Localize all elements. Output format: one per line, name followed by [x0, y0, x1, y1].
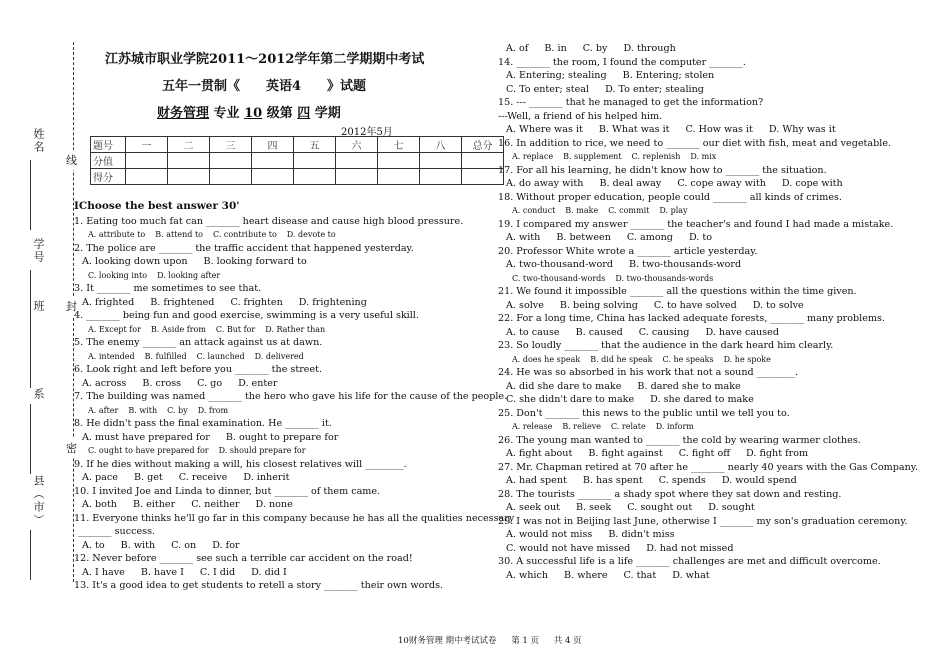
answer-options [74, 228, 484, 242]
answer-option[interactable]: C. among [626, 232, 673, 243]
answer-option[interactable]: B. attend to [155, 230, 203, 239]
answer-option[interactable]: C. would not have missed [506, 542, 631, 554]
answer-option[interactable]: D. through [623, 43, 676, 54]
answer-option[interactable]: B. fight against [588, 448, 663, 459]
score-cell: 分值 [91, 153, 126, 169]
answer-option[interactable]: B. cross [142, 377, 182, 389]
answer-option[interactable]: C. relate [610, 422, 646, 431]
question-text: 28. The tourists _______ a shady spot where they sat down and resting. [498, 488, 842, 500]
score-cell: 二 [168, 137, 210, 153]
answer-options [74, 566, 484, 580]
county-line [30, 530, 31, 580]
section-title: ⅠChoose the best answer 30' [74, 200, 240, 212]
question-text: 4. _______ being fun and good exercise, swimming is a very useful skill. [74, 310, 419, 321]
answer-option[interactable]: D. cope with [781, 178, 843, 189]
score-cell[interactable] [168, 153, 210, 169]
score-cell: 三 [210, 137, 252, 153]
question-text: 25. Don't _______ this news to the public until we tell you to. [498, 407, 790, 419]
answer-option[interactable]: C. How was it [685, 124, 753, 135]
question-text: 21. We found it impossible _______ all the questions within the time given. [498, 286, 857, 297]
answer-option[interactable]: D. he spoke [723, 354, 771, 364]
answer-option[interactable]: A. looking down upon [82, 256, 188, 267]
question-text: 3. It _______ me sometimes to see that. [74, 283, 262, 294]
answer-options [498, 420, 918, 434]
question-text: 1. Eating too much fat can _______ heart disease and cause high blood pressure. [74, 215, 464, 227]
answer-option[interactable]: C. he speaks [662, 354, 714, 364]
answer-options [498, 447, 918, 461]
answer-option[interactable]: A. seek out [506, 502, 560, 513]
answer-options [498, 69, 918, 83]
answer-option[interactable]: A. solve [506, 299, 544, 311]
answer-options [74, 296, 484, 310]
answer-options [498, 258, 918, 272]
answer-option[interactable]: B. ought to prepare for [225, 431, 339, 443]
answer-option[interactable]: B. has spent [582, 475, 643, 486]
name-line [30, 160, 31, 230]
answer-option[interactable]: B. two-thousands-word [629, 259, 742, 270]
score-cell[interactable] [294, 153, 336, 169]
question-text: 24. He was so absorbed in his work that not a sound ________. [498, 367, 799, 378]
score-cell: 五 [294, 137, 336, 153]
answer-option[interactable]: D. should prepare for [218, 446, 306, 455]
answer-option[interactable]: B. caused [575, 326, 623, 338]
answer-options [498, 123, 918, 137]
answer-option[interactable]: A. must have prepared for [82, 431, 210, 443]
answer-option[interactable]: B. What was it [598, 124, 670, 135]
answer-option[interactable]: C. To enter; steal [506, 83, 590, 95]
answer-option[interactable]: A. had spent [506, 475, 567, 486]
score-cell[interactable] [126, 153, 168, 169]
answer-option[interactable]: A. fight about [506, 448, 573, 459]
answer-option[interactable]: C. contribute to [213, 230, 277, 239]
answer-option[interactable]: C. neither [191, 499, 240, 510]
answer-option[interactable]: D. for [212, 539, 240, 551]
question-text: 26. The young man wanted to _______ the cold by wearing warmer clothes. [498, 434, 861, 446]
answer-option[interactable]: B. seek [575, 502, 612, 513]
class-label: 班 [32, 300, 45, 313]
score-cell: 七 [378, 137, 420, 153]
exam-subtitle: 五年一贯制《 英语4 》试题 [162, 79, 367, 94]
question-text: 12. Never before _______ see such a terrible car accident on the road! [74, 553, 413, 564]
student-id-label: 学号 [32, 238, 45, 264]
score-cell[interactable] [210, 169, 252, 185]
score-cell[interactable] [420, 169, 462, 185]
answer-option[interactable]: B. frightened [150, 296, 215, 308]
question-text: 18. Without proper education, people could _______ all kinds of crimes. [498, 191, 842, 203]
question-text: 20. Professor White wrote a _______ article yesterday. [498, 245, 758, 257]
answer-option[interactable]: A. do away with [506, 178, 584, 189]
answer-options [74, 431, 484, 445]
answer-option[interactable]: B. with [128, 405, 158, 415]
answer-options [498, 204, 918, 218]
answer-option[interactable]: C. sought out [627, 502, 693, 513]
answer-option[interactable]: A. which [506, 569, 549, 581]
answer-option[interactable]: D. what [672, 569, 710, 581]
left-question-column [74, 200, 515, 593]
answer-option[interactable]: B. between [556, 232, 611, 243]
answer-option[interactable]: B. have I [140, 566, 184, 578]
answer-option[interactable]: D. two-thousands-words [615, 273, 714, 283]
answer-option[interactable]: D. sought [708, 502, 755, 513]
score-cell[interactable] [420, 153, 462, 169]
answer-option[interactable]: D. To enter; stealing [605, 83, 704, 95]
answer-option[interactable]: A. I have [82, 566, 125, 578]
score-cell[interactable] [378, 153, 420, 169]
answer-option[interactable]: C. commit [608, 206, 650, 215]
answer-option[interactable]: C. fight off [678, 448, 731, 459]
answer-option[interactable]: C. frighten [230, 296, 283, 308]
exam-title: 江苏城市职业学院2011～2012学年第二学期期中考试 [105, 52, 425, 67]
answer-option[interactable]: A. replace [512, 152, 554, 161]
score-cell[interactable] [210, 153, 252, 169]
answer-option[interactable]: C. I did [199, 566, 236, 578]
answer-option[interactable]: D. from [197, 405, 229, 415]
answer-option[interactable]: C. spends [658, 475, 706, 486]
question-text: 16. In addition to rice, we need to _______ our diet with fish, meat and vegetable. [498, 137, 892, 149]
answer-option[interactable]: A. conduct [512, 206, 556, 215]
answer-option[interactable]: D. delivered [254, 351, 304, 361]
major-field: 财务管理 [157, 106, 210, 121]
answer-option[interactable]: D. have caused [705, 326, 779, 338]
answer-options [498, 299, 918, 313]
answer-options [74, 350, 484, 364]
answer-option[interactable]: A. Entering; stealing [506, 70, 607, 81]
answer-option[interactable]: D. did I [251, 566, 287, 578]
answer-options [74, 269, 484, 283]
score-cell: 四 [252, 137, 294, 153]
answer-option[interactable]: A. two-thousand-word [506, 259, 614, 270]
answer-option[interactable]: A. to cause [506, 326, 560, 338]
answer-option[interactable]: D. looking after [157, 270, 221, 280]
answer-options [498, 272, 918, 286]
answer-options [74, 255, 484, 269]
question-text: 11. Everyone thinks he'll go far in this company because he has all the qualities necessary [74, 512, 515, 524]
score-cell[interactable] [336, 153, 378, 169]
answer-option[interactable]: A. did she dare to make [506, 380, 622, 392]
score-cell: 题号 [91, 137, 126, 153]
question-text: 19. I compared my answer _______ the teacher's and found I had made a mistake. [498, 218, 894, 230]
answer-options [498, 542, 918, 556]
question-text: 29. I was not in Beijing last June, otherwise I _______ my son's graduation ceremony. [498, 515, 908, 527]
question-text: 2. The police are _______ the traffic accident that happened yesterday. [74, 242, 414, 254]
question-text: 10. I invited Joe and Linda to dinner, but _______ of them came. [74, 485, 381, 497]
score-cell[interactable] [336, 169, 378, 185]
answer-options [74, 444, 484, 458]
question-text: 9. If he dies without making a will, his closest relatives will ________. [74, 458, 407, 470]
question-text: ---Well, a friend of his helped him. [498, 110, 663, 122]
exam-date: 2012年5月 [341, 127, 393, 138]
score-cell: 得分 [91, 169, 126, 185]
answer-options [498, 474, 918, 488]
answer-option[interactable]: A. attribute to [88, 230, 146, 239]
answer-option[interactable]: D. play [659, 206, 688, 215]
answer-option[interactable]: A. intended [88, 351, 135, 361]
answer-option[interactable]: D. inform [655, 422, 694, 431]
answer-option[interactable]: B. in [544, 43, 567, 54]
question-text: 14. _______ the room, I found the computer _______. [498, 56, 746, 68]
grade-field: 10 [244, 106, 263, 121]
score-value-row [91, 153, 504, 169]
answer-option[interactable]: D. frightening [298, 296, 367, 308]
answer-option[interactable]: D. devote to [286, 230, 336, 239]
answer-options [498, 569, 918, 583]
score-cell[interactable] [378, 169, 420, 185]
name-label: 姓名 [32, 128, 45, 154]
answer-option[interactable]: A. after [88, 405, 119, 415]
answer-option[interactable]: B. make [565, 206, 599, 215]
answer-option[interactable]: C. launched [196, 351, 245, 361]
answer-options [74, 323, 484, 337]
answer-option[interactable]: B. didn't miss [608, 529, 675, 540]
county-label: 县（市） [32, 475, 45, 527]
answer-option[interactable]: D. enter [238, 377, 278, 389]
question-text: 22. For a long time, China has lacked adequate forests, _______ many problems. [498, 313, 885, 324]
question-text: 7. The building was named _______ the hero who gave his life for the cause of the people. [74, 391, 508, 402]
answer-option[interactable]: C. that [623, 569, 657, 581]
answer-option[interactable]: A. release [512, 422, 553, 431]
term-suffix: 学期 [310, 106, 341, 121]
exam-class-line [157, 102, 341, 121]
answer-option[interactable]: D. to solve [752, 299, 804, 311]
answer-option[interactable]: A. Where was it [506, 124, 583, 135]
answer-option[interactable]: D. fight from [746, 448, 809, 459]
score-cell: 一 [126, 137, 168, 153]
answer-options [498, 326, 918, 340]
answer-option[interactable]: C. by [582, 43, 608, 54]
answer-option[interactable]: D. none [255, 499, 293, 510]
answer-options [498, 501, 918, 515]
question-text: _______ success. [78, 526, 156, 537]
score-earned-row [91, 169, 504, 185]
answer-option[interactable]: C. on [171, 539, 197, 551]
department-line [30, 404, 31, 474]
score-header-row [91, 137, 504, 153]
answer-options [74, 404, 484, 418]
answer-options [498, 177, 918, 191]
answer-option[interactable]: C. cope away with [677, 178, 766, 189]
answer-option[interactable]: C. ought to have prepared for [88, 446, 209, 455]
answer-option[interactable]: B. get [133, 472, 163, 483]
answer-option[interactable]: A. Except for [88, 324, 141, 334]
answer-option[interactable]: D. to [688, 232, 713, 243]
answer-options [74, 471, 484, 485]
answer-options [74, 377, 484, 391]
answer-options [498, 150, 918, 164]
answer-option[interactable]: A. does he speak [512, 354, 581, 364]
class-line [30, 318, 31, 388]
score-cell[interactable] [294, 169, 336, 185]
answer-option[interactable]: C. receive [178, 472, 228, 483]
answer-options [74, 539, 484, 553]
cut-mark-secret: 密 [66, 438, 77, 458]
department-label: 系 [32, 388, 45, 401]
footer-page: 第 1 页 [511, 636, 540, 646]
answer-option[interactable]: C. But for [215, 324, 256, 334]
score-table [90, 136, 504, 185]
answer-option[interactable]: A. pace [82, 472, 118, 483]
right-question-list [498, 42, 918, 582]
question-text: 5. The enemy _______ an attack against us at dawn. [74, 337, 323, 348]
answer-option[interactable]: A. to [82, 539, 105, 551]
answer-options [498, 83, 918, 97]
score-cell: 总分 [462, 137, 504, 153]
answer-option[interactable]: D. Why was it [768, 124, 836, 135]
answer-options [498, 231, 918, 245]
cut-mark-line: 线 [66, 150, 77, 170]
answer-option[interactable]: B. Entering; stolen [622, 70, 715, 81]
answer-option[interactable]: D. Rather than [265, 324, 326, 334]
question-text: 6. Look right and left before you _______ the street. [74, 364, 323, 375]
answer-option[interactable]: A. would not miss [506, 529, 593, 540]
question-text: 13. It's a good idea to get students to retell a story _______ their own words. [74, 580, 444, 591]
left-question-list [74, 215, 515, 593]
question-text: 17. For all his learning, he didn't know how to _______ the situation. [498, 164, 827, 176]
question-text: 8. He didn't pass the final examination. He _______ it. [74, 418, 332, 429]
question-text: 30. A successful life is a life _______ challenges are met and difficult overcome. [498, 556, 881, 567]
answer-option[interactable]: B. with [120, 539, 156, 551]
answer-option[interactable]: C. replenish [631, 152, 681, 161]
answer-option[interactable]: B. supplement [563, 152, 622, 161]
answer-options [498, 393, 918, 407]
answer-option[interactable]: B. where [564, 569, 608, 581]
answer-option[interactable]: D. would spend [721, 475, 797, 486]
right-question-column [498, 42, 918, 582]
answer-options [74, 498, 484, 512]
term-field: 四 [297, 106, 311, 121]
question-text: 15. --- _______ that he managed to get the information? [498, 97, 764, 108]
answer-option[interactable]: D. she dared to make [650, 394, 754, 405]
answer-option[interactable]: C. two-thousand-words [512, 273, 606, 283]
answer-options [498, 380, 918, 394]
answer-option[interactable]: B. being solving [559, 299, 638, 311]
major-suffix: 专业 [209, 106, 245, 121]
score-cell[interactable] [126, 169, 168, 185]
answer-option[interactable]: A. with [506, 232, 541, 243]
footer-title: 10财务管理 期中考试试卷 [398, 636, 497, 646]
grade-suffix: 级第 [262, 106, 298, 121]
answer-option[interactable]: C. go [197, 377, 223, 389]
score-cell[interactable] [252, 169, 294, 185]
answer-option[interactable]: D. inherit [243, 472, 290, 483]
question-text: 23. So loudly _______ that the audience in the dark heard him clearly. [498, 340, 834, 351]
answer-option[interactable]: B. either [132, 499, 176, 510]
answer-option[interactable]: B. Aside from [150, 324, 206, 334]
answer-options [498, 42, 918, 56]
answer-option[interactable]: B. relieve [562, 422, 601, 431]
footer-total: 共 4 页 [553, 636, 582, 646]
score-cell: 八 [420, 137, 462, 153]
answer-option[interactable]: A. across [82, 377, 127, 389]
answer-option[interactable]: C. she didn't dare to make [506, 394, 635, 405]
answer-option[interactable]: C. looking into [88, 270, 148, 280]
answer-option[interactable]: B. deal away [599, 178, 662, 189]
answer-option[interactable]: B. dared she to make [637, 380, 741, 392]
page-footer [398, 634, 594, 646]
answer-option[interactable]: C. to have solved [653, 299, 737, 311]
cut-mark-seal: 封 [66, 296, 77, 316]
answer-options [498, 528, 918, 542]
answer-option[interactable]: B. looking forward to [203, 256, 307, 267]
answer-options [498, 353, 918, 367]
answer-option[interactable]: D. mix [690, 152, 717, 161]
score-cell: 六 [336, 137, 378, 153]
answer-option[interactable]: A. of [506, 43, 529, 54]
question-text: 27. Mr. Chapman retired at 70 after he _______ nearly 40 years with the Gas Company. [498, 461, 918, 473]
score-cell[interactable] [252, 153, 294, 169]
answer-option[interactable]: B. fulfilled [144, 351, 187, 361]
answer-option[interactable]: A. frighted [82, 296, 135, 308]
answer-option[interactable]: D. had not missed [646, 542, 734, 554]
answer-option[interactable]: B. did he speak [590, 354, 653, 364]
answer-option[interactable]: C. causing [638, 326, 690, 338]
answer-option[interactable]: A. both [82, 499, 117, 510]
score-cell[interactable] [168, 169, 210, 185]
answer-option[interactable]: C. by [167, 405, 188, 415]
